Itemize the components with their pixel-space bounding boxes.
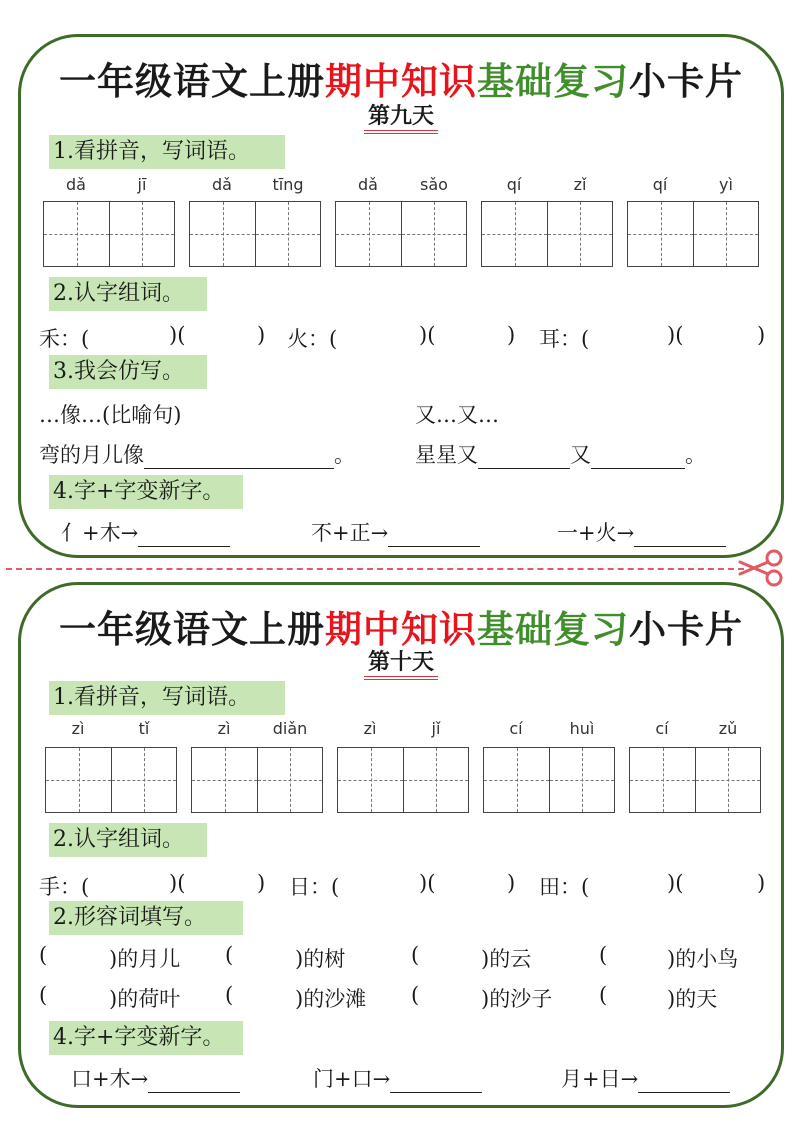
- pinyin-label: qí: [506, 175, 522, 194]
- char-combine-item: 不+正→: [311, 517, 480, 547]
- writing-grid[interactable]: [191, 747, 323, 813]
- writing-grid[interactable]: [43, 201, 175, 267]
- section-pinyin-words: 1.看拼音，写词语。: [49, 681, 285, 715]
- writing-grid[interactable]: [483, 747, 615, 813]
- adjective-item: )的天: [667, 987, 718, 1011]
- word-building-paren: ): [507, 871, 516, 895]
- answer-blank[interactable]: [148, 1071, 240, 1093]
- adjective-item: )的树: [295, 947, 346, 971]
- section-imitation: 3.我会仿写。: [49, 355, 207, 389]
- adjective-paren: (: [39, 983, 48, 1007]
- adjective-paren: (: [599, 943, 608, 967]
- imitation-sentence-left: 弯的月儿像 。: [39, 443, 355, 467]
- word-building-paren: ): [257, 323, 266, 347]
- word-building-prompt: 火：(: [287, 327, 338, 351]
- word-building-paren: )(: [419, 871, 436, 895]
- adjective-item: )的小鸟: [667, 947, 739, 971]
- pinyin-label: zì: [363, 719, 377, 738]
- pinyin-label: sǎo: [420, 175, 448, 194]
- adjective-paren: (: [599, 983, 608, 1007]
- word-building-paren: ): [257, 871, 266, 895]
- pinyin-label: tīng: [272, 175, 304, 194]
- char-combine-item: 口+木→: [71, 1063, 240, 1093]
- writing-grid[interactable]: [45, 747, 177, 813]
- answer-blank[interactable]: [638, 1071, 730, 1093]
- word-building-prompt: 手：(: [39, 875, 90, 899]
- adjective-item: )的沙子: [481, 987, 553, 1011]
- adjective-paren: (: [411, 943, 420, 967]
- adjective-paren: (: [225, 943, 234, 967]
- char-combine-item: 亻+木→: [61, 517, 230, 547]
- scissors-icon: [738, 548, 786, 588]
- word-building-prompt: 耳：(: [539, 327, 590, 351]
- pinyin-label: zǐ: [573, 175, 587, 194]
- word-building-paren: ): [507, 323, 516, 347]
- section-char-combine: 4.字+字变新字。: [49, 1021, 243, 1055]
- adjective-paren: (: [39, 943, 48, 967]
- word-building-prompt: 禾：(: [39, 327, 90, 351]
- writing-grid[interactable]: [337, 747, 469, 813]
- word-building-paren: )(: [419, 323, 436, 347]
- card-title: 一年级语文上册期中知识基础复习小卡片: [59, 60, 743, 103]
- pinyin-label: huì: [569, 719, 595, 738]
- word-building-paren: )(: [667, 323, 684, 347]
- answer-blank[interactable]: [144, 447, 334, 469]
- pinyin-label: dǎ: [358, 175, 378, 194]
- adjective-item: )的沙滩: [295, 987, 367, 1011]
- writing-grid[interactable]: [189, 201, 321, 267]
- section-pinyin-words: 1.看拼音，写词语。: [49, 135, 285, 169]
- word-building-paren: ): [757, 323, 766, 347]
- char-combine-item: 月+日→: [561, 1063, 730, 1093]
- pinyin-label: tǐ: [138, 719, 150, 738]
- day-label: 第十天: [21, 649, 781, 680]
- pinyin-label: jǐ: [431, 719, 441, 738]
- answer-blank[interactable]: [390, 1071, 482, 1093]
- word-building-prompt: 日：(: [289, 875, 340, 899]
- writing-grid[interactable]: [335, 201, 467, 267]
- writing-grid[interactable]: [629, 747, 761, 813]
- pinyin-label: dǎ: [66, 175, 86, 194]
- adjective-item: )的云: [481, 947, 532, 971]
- pinyin-label: zì: [71, 719, 85, 738]
- adjective-paren: (: [411, 983, 420, 1007]
- pinyin-label: jī: [137, 175, 147, 194]
- imitation-sentence-right: 星星又 又 。: [415, 443, 706, 467]
- answer-blank[interactable]: [138, 525, 230, 547]
- section-adjectives: 2.形容词填写。: [49, 901, 243, 935]
- adjective-item: )的月儿: [109, 947, 181, 971]
- adjective-item: )的荷叶: [109, 987, 181, 1011]
- pinyin-label: cí: [655, 719, 669, 738]
- review-card-day10: [18, 582, 784, 1108]
- imitation-hint-right: 又…又…: [415, 403, 499, 427]
- answer-blank[interactable]: [634, 525, 726, 547]
- day-label: 第九天: [21, 103, 781, 134]
- answer-blank[interactable]: [478, 447, 570, 469]
- pinyin-label: qí: [652, 175, 668, 194]
- char-combine-item: 门+口→: [313, 1063, 482, 1093]
- writing-grid[interactable]: [627, 201, 759, 267]
- pinyin-label: yì: [719, 175, 733, 194]
- pinyin-label: diǎn: [272, 719, 308, 738]
- section-word-building: 2.认字组词。: [49, 823, 207, 857]
- pinyin-label: zì: [217, 719, 231, 738]
- word-building-prompt: 田：(: [539, 875, 590, 899]
- word-building-paren: )(: [667, 871, 684, 895]
- answer-blank[interactable]: [591, 447, 685, 469]
- writing-grid[interactable]: [481, 201, 613, 267]
- card-title: 一年级语文上册期中知识基础复习小卡片: [59, 608, 743, 651]
- pinyin-label: dǎ: [212, 175, 232, 194]
- review-card-day9: [18, 34, 784, 558]
- adjective-paren: (: [225, 983, 234, 1007]
- word-building-paren: ): [757, 871, 766, 895]
- section-char-combine: 4.字+字变新字。: [49, 475, 243, 509]
- char-combine-item: 一+火→: [557, 517, 726, 547]
- word-building-paren: )(: [169, 871, 186, 895]
- pinyin-label: zǔ: [718, 719, 738, 738]
- pinyin-label: cí: [509, 719, 523, 738]
- imitation-hint-left: …像…(比喻句): [39, 403, 182, 427]
- answer-blank[interactable]: [388, 525, 480, 547]
- cut-line: [6, 568, 744, 570]
- word-building-paren: )(: [169, 323, 186, 347]
- section-word-building: 2.认字组词。: [49, 277, 207, 311]
